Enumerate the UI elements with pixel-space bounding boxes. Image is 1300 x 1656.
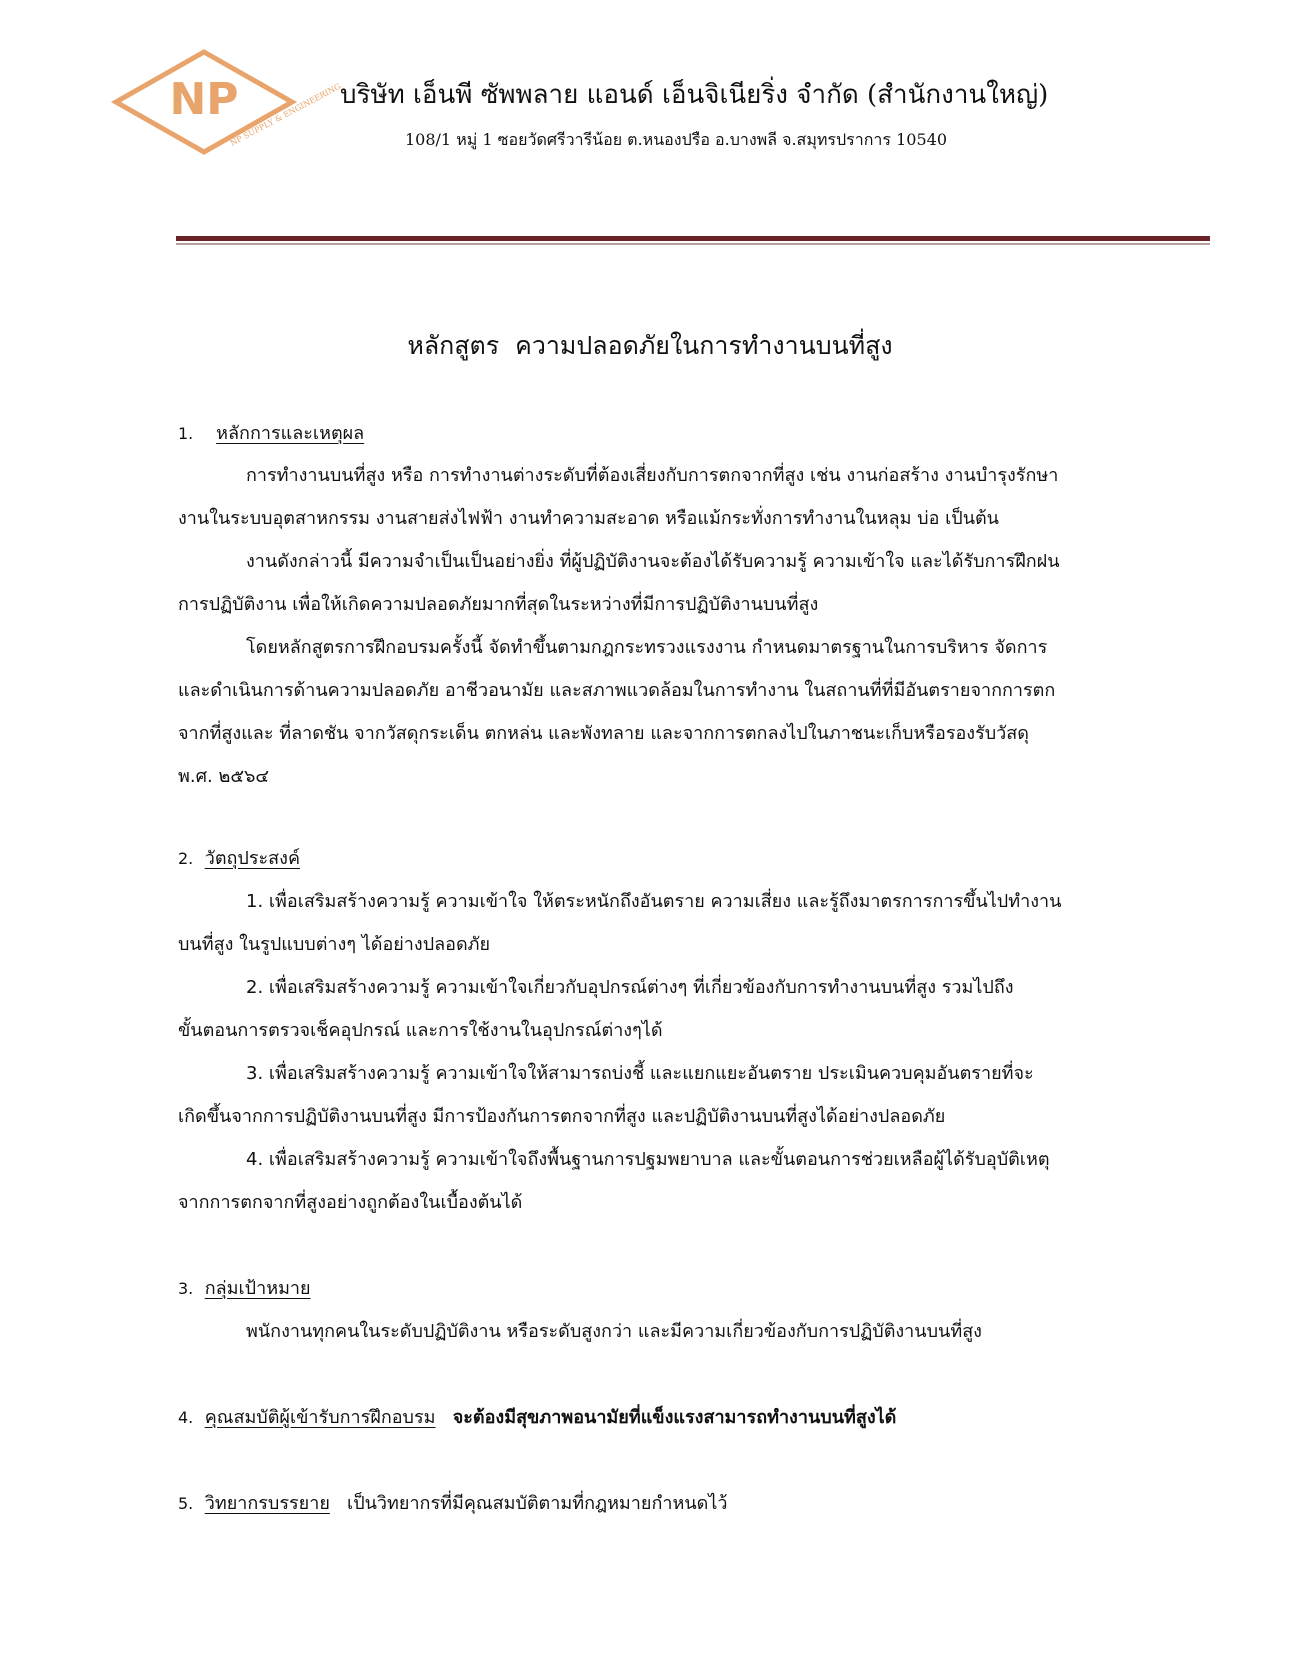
header-divider-thin	[176, 243, 1210, 245]
objective-line: จากการตกจากที่สูงอย่างถูกต้องในเบื้องต้นได้	[178, 1192, 523, 1213]
objective-line: ขั้นตอนการตรวจเช็คอุปกรณ์ และการใช้งานในอุปกรณ์ต่างๆได้	[178, 1020, 663, 1041]
objective-line: เกิดขึ้นจากการปฏิบัติงานบนที่สูง มีการป้องกันการตกจากที่สูง และปฏิบัติงานบนที่สูงได้อย่างปลอดภัย	[178, 1106, 946, 1127]
paragraph-line: การปฏิบัติงาน เพื่อให้เกิดความปลอดภัยมากที่สุดในระหว่างที่มีการปฏิบัติงานบนที่สูง	[178, 594, 819, 615]
section-4-heading	[178, 1404, 896, 1432]
target-group-line: พนักงานทุกคนในระดับปฏิบัติงาน หรือระดับสูงกว่า และมีความเกี่ยวข้องกับการปฏิบัติงานบนที่สูง	[246, 1321, 982, 1342]
section-title: คุณสมบัติผู้เข้ารับการฝึกอบรม	[204, 1407, 436, 1428]
section-text: จะต้องมีสุขภาพอนามัยที่แข็งแรงสามารถทำงานบนที่สูงได้	[452, 1407, 897, 1428]
company-name: บริษัท เอ็นพี ซัพพลาย แอนด์ เอ็นจิเนียริ่ง จำกัด (สำนักงานใหญ่)	[340, 80, 1049, 110]
section-text: เป็นวิทยากรที่มีคุณสมบัติตามที่กฎหมายกำหนดไว้	[347, 1493, 728, 1514]
section-1-heading	[178, 420, 364, 448]
company-address: 108/1 หมู่ 1 ซอยวัดศรีวารีน้อย ต.หนองปรือ อ.บางพลี จ.สมุทรปราการ 10540	[405, 130, 947, 149]
paragraph-line: และดำเนินการด้านความปลอดภัย อาชีวอนามัย และสภาพแวดล้อมในการทำงาน ในสถานที่ที่มีอันตรายจากการตก	[178, 680, 1056, 701]
logo-letters: NP	[169, 74, 239, 125]
objective-line: 3. เพื่อเสริมสร้างความรู้ ความเข้าใจให้สามารถบ่งชี้ และแยกแยะอันตราย ประเมินควบคุมอันตรายที่จะ	[246, 1063, 1034, 1084]
objective-line: บนที่สูง ในรูปแบบต่างๆ ได้อย่างปลอดภัย	[178, 934, 491, 955]
paragraph-line: งานดังกล่าวนี้ มีความจำเป็นเป็นอย่างยิ่ง ที่ผู้ปฏิบัติงานจะต้องได้รับความรู้ ความเข้าใจ และได้รับการฝึกฝน	[246, 551, 1060, 572]
section-title: วัตถุประสงค์	[204, 848, 300, 869]
paragraph-line: โดยหลักสูตรการฝึกอบรมครั้งนี้ จัดทำขึ้นตามกฎกระทรวงแรงงาน กำหนดมาตรฐานในการบริหาร จัดการ	[246, 637, 1048, 658]
header-divider	[176, 236, 1210, 241]
section-number: 5.	[178, 1494, 194, 1513]
section-number: 1.	[178, 424, 194, 443]
objective-line: 1. เพื่อเสริมสร้างความรู้ ความเข้าใจ ให้ตระหนักถึงอันตราย ความเสี่ยง และรู้ถึงมาตรการการขึ้นไปทำงาน	[246, 891, 1062, 912]
paragraph-line: การทำงานบนที่สูง หรือ การทำงานต่างระดับที่ต้องเสี่ยงกับการตกจากที่สูง เช่น งานก่อสร้าง งานบำรุงรักษา	[246, 465, 1059, 486]
company-logo	[112, 50, 343, 154]
section-number: 4.	[178, 1408, 194, 1427]
section-number: 3.	[178, 1279, 194, 1298]
section-3-heading	[178, 1275, 311, 1303]
section-title: หลักการและเหตุผล	[216, 423, 365, 444]
section-number: 2.	[178, 849, 194, 868]
section-title: กลุ่มเป้าหมาย	[204, 1278, 311, 1299]
paragraph-line: จากที่สูงและ ที่ลาดชัน จากวัสดุกระเด็น ตกหล่น และพังทลาย และจากการตกลงไปในภาชนะเก็บหรือรองรับวัสดุ	[178, 723, 1029, 744]
section-5-heading	[178, 1490, 727, 1518]
paragraph-line: งานในระบบอุตสาหกรรม งานสายส่งไฟฟ้า งานทำความสะอาด หรือแม้กระทั่งการทำงานในหลุม บ่อ เป็นต้น	[178, 508, 999, 529]
section-title: วิทยากรบรรยาย	[204, 1493, 330, 1514]
objective-line: 2. เพื่อเสริมสร้างความรู้ ความเข้าใจเกี่ยวกับอุปกรณ์ต่างๆ ที่เกี่ยวข้องกับการทำงานบนที่สูง รวมไปถึง	[246, 977, 1014, 998]
paragraph-line: พ.ศ. ๒๕๖๔	[178, 766, 269, 787]
course-title: หลักสูตร ความปลอดภัยในการทำงานบนที่สูง	[407, 331, 893, 360]
objective-line: 4. เพื่อเสริมสร้างความรู้ ความเข้าใจถึงพื้นฐานการปฐมพยาบาล และขั้นตอนการช่วยเหลือผู้ได้รับอุบัติเหตุ	[246, 1149, 1050, 1170]
logo-arc-text: NP SUPPLY & ENGINEERING	[228, 81, 343, 148]
section-2-heading	[178, 845, 300, 873]
